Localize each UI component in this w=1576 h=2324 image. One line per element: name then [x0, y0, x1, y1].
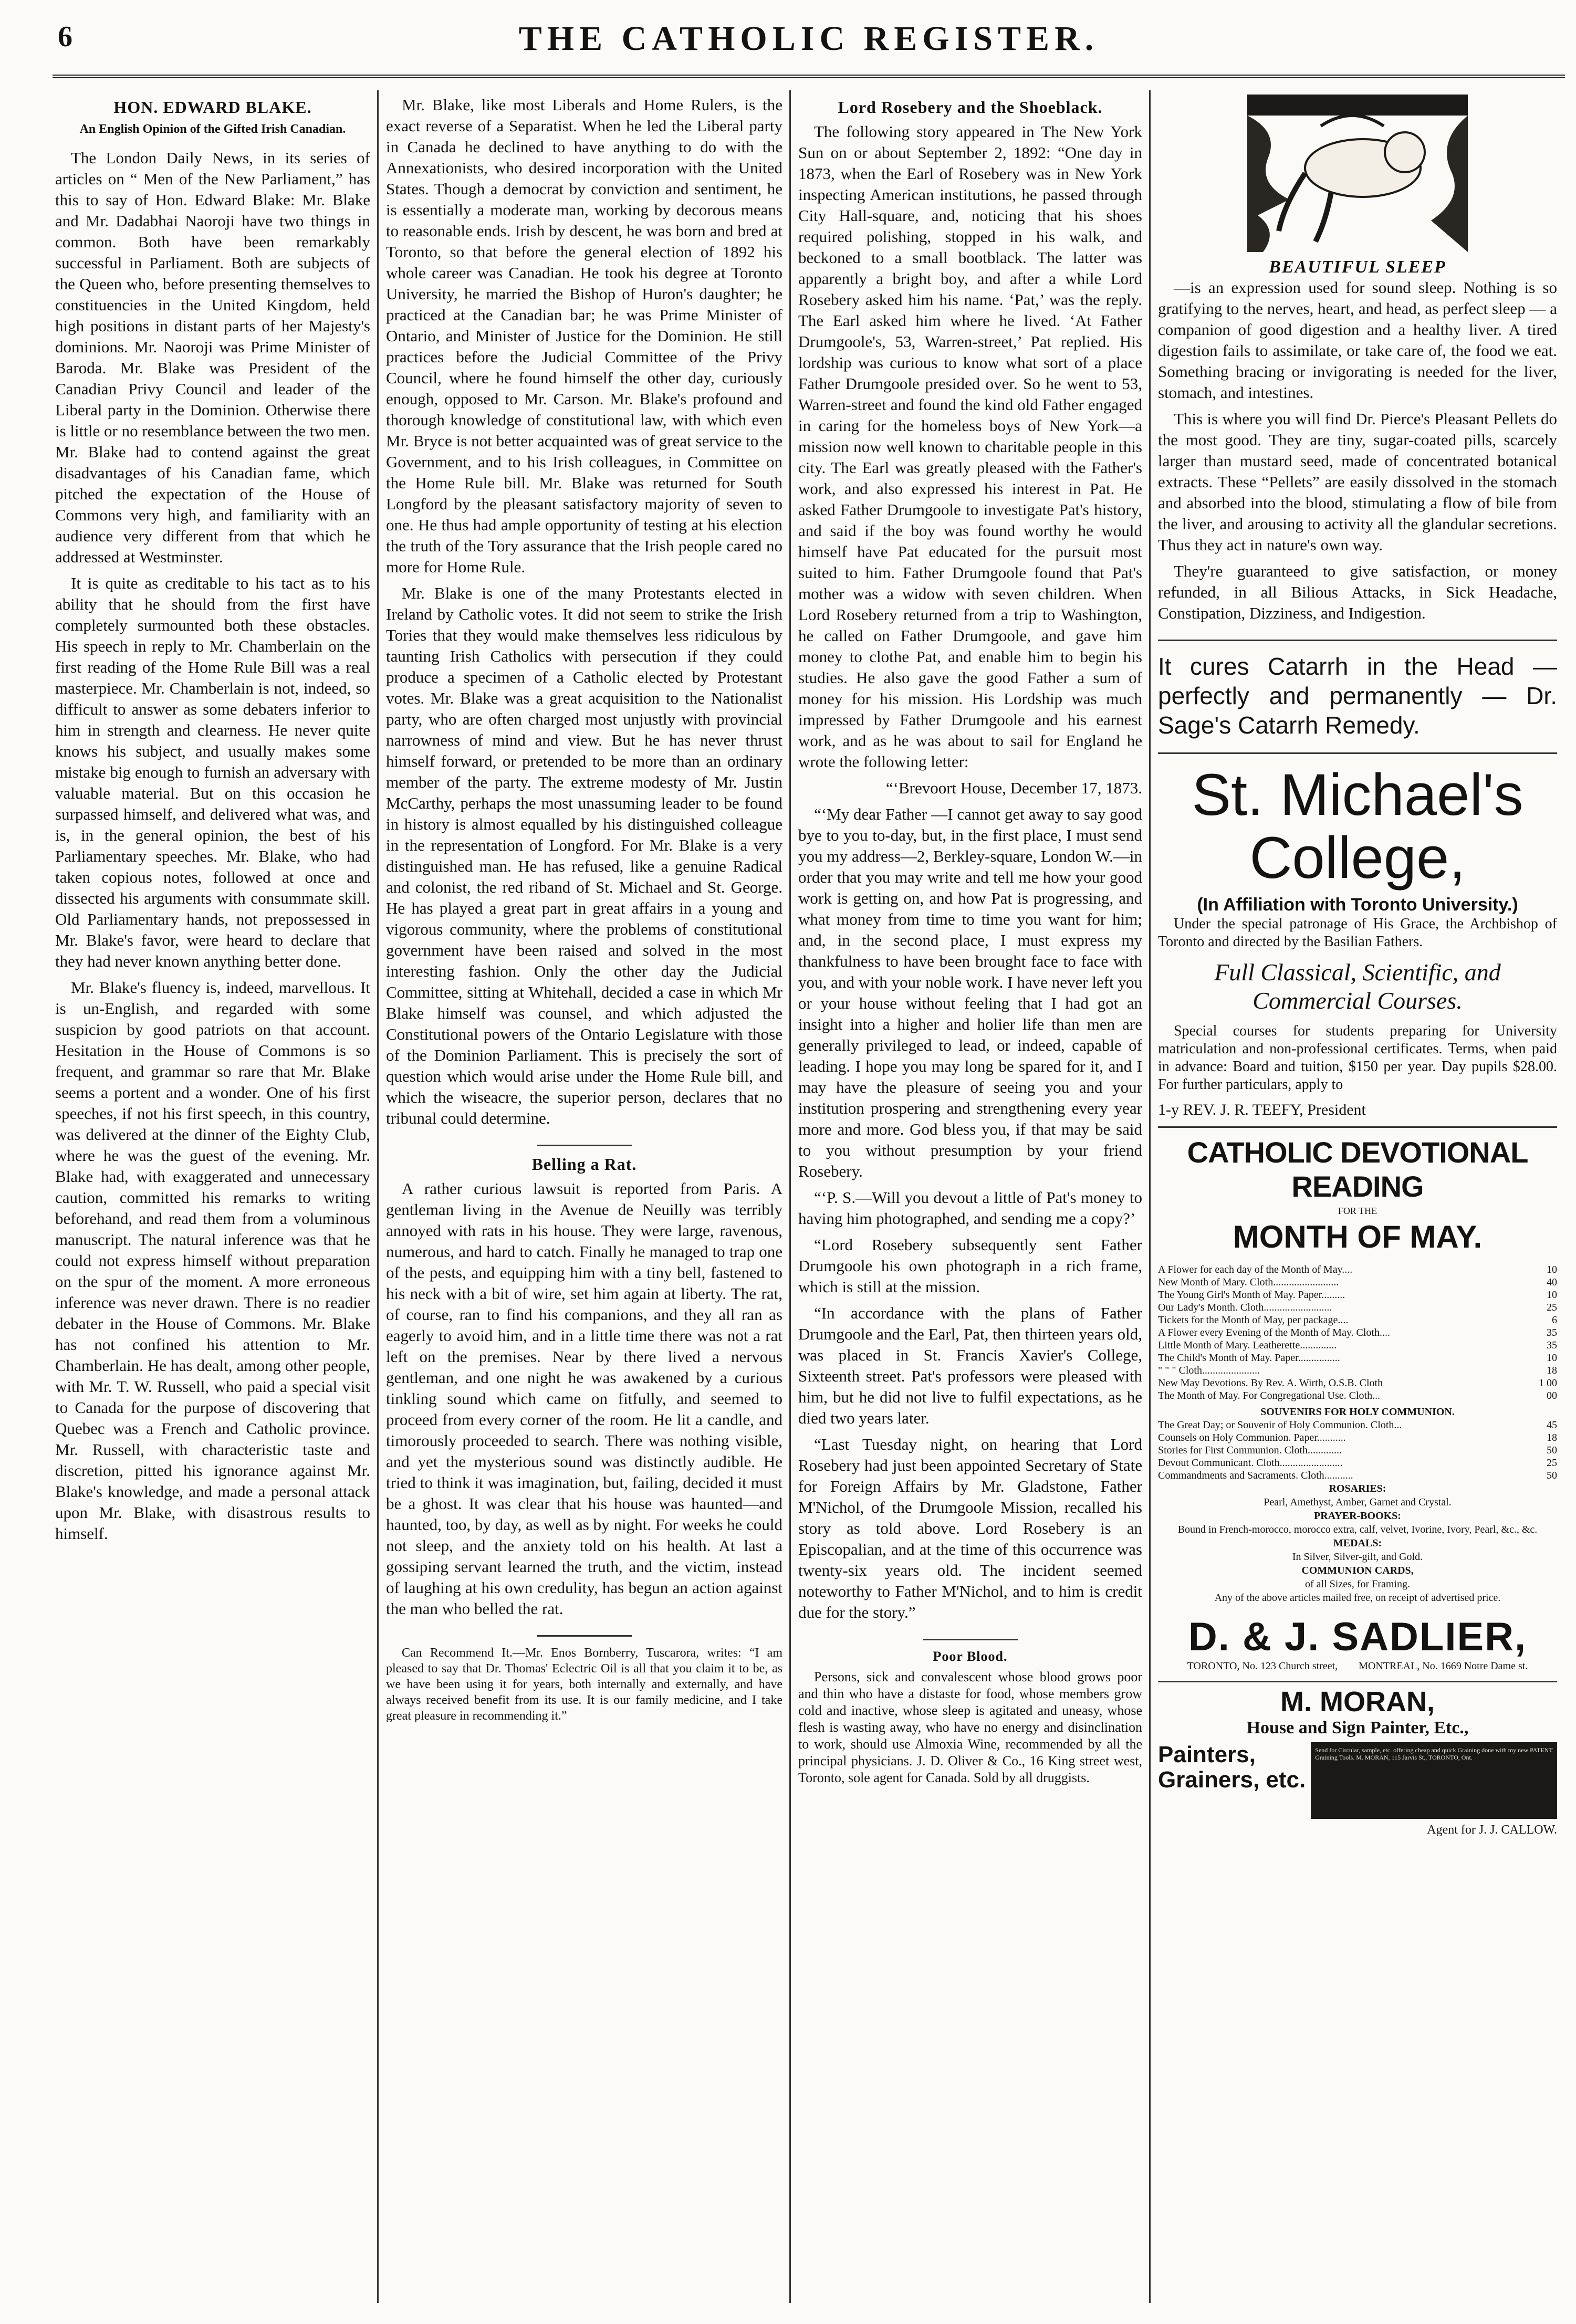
beautiful-sleep-title: BEAUTIFUL SLEEP [1269, 257, 1446, 277]
moran-trade: Grainers, etc. [1158, 1767, 1306, 1793]
price-row [1158, 1326, 1557, 1339]
price-item-value: 10 [1547, 1289, 1557, 1301]
price-item-value: 18 [1547, 1365, 1557, 1376]
price-row [1158, 1301, 1557, 1314]
column-3 [798, 95, 1142, 2292]
column-2 [386, 95, 782, 2292]
price-item-label: The Great Day; or Souvenir of Holy Communion. Cloth... [1158, 1419, 1402, 1431]
devotional-month: MONTH OF MAY. [1233, 1219, 1483, 1254]
price-item-label: New Month of Mary. Cloth......................... [1158, 1276, 1339, 1288]
rat-heading: Belling a Rat. [531, 1155, 637, 1174]
montreal-address: MONTREAL, No. 1669 Notre Dame st. [1359, 1660, 1528, 1672]
column-rule [377, 90, 379, 2303]
blake-paragraph: It is quite as creditable to his tact as to his ability that he should from the first have completely surmounted both these obstacles. His speech in reply to Mr. Chamberlain on the first reading of the Home Rule Bill was a real masterpiece. Mr. Chamberlain is not, indeed, so difficult to answer as some debaters inferior to him in strength and clearness. He never quite knows his subject, and usually makes some mistake big enough to furnish an adversary with valuable material. But on this occasion he surpassed himself, and delivered what was, and is, in the general opinion, the best of his Parliamentary speeches. Mr. Blake, who had taken copious notes, followed at once and dissected his arguments with consummate skill. Old Parliamentary hands, not prepossessed in Mr. Blake's favor, were heard to declare that they had never known anything better done. [55, 574, 370, 970]
price-row [1158, 1457, 1557, 1469]
publisher-addresses [1158, 1660, 1557, 1672]
blake-paragraph: Mr. Blake, like most Liberals and Home Rulers, is the exact reverse of a Separatist. When he led the Liberal party in Canada he declined to have anything to do with the Annexationists, who desired incorporation with the United States. Though a democrat by conviction and sentiment, he is essentially a moderate man, working by decorous means to reasonable ends. Irish by descent, he was born and bred at Toronto, so that before the general election of 1892 his whole career was Canadian. He took his degree at Toronto University, he married the Bishop of Huron's daughter; he practiced at the Canadian bar; he was Prime Minister of Ontario, and Minister of Justice for the Dominion. He still practices before the Judicial Committee of the Privy Council, where he found himself the other day, curiously enough, opposed to Mr. Carson. Mr. Blake's profound and thorough knowledge of constitutional law, with which even Mr. Bryce is not better acquainted was of great service to the Government, and to his Irish colleagues, in Committee on the Home Rule bill. Mr. Blake was returned for South Longford by the pleasant satisfactory majority of seven to one. He thus had ample opportunity of testing at his election the truth of the Tory assurance that the Irish people cared no more for Home Rule. [386, 96, 782, 576]
moran-name: M. MORAN, [1158, 1681, 1557, 1718]
price-item-value: 35 [1547, 1339, 1557, 1351]
rat-paragraph: A rather curious lawsuit is reported from Paris. A gentleman living in the Avenue de Neuilly was terribly annoyed with rats in his house. They were large, ravenous, numerous, and hard to catch. Finally he managed to trap one of the pests, and equipping him with a tiny bell, fastened to his neck with a bit of wire, set him again at liberty. The rat, of course, ran to find his companions, and they all ran as eagerly to avoid him, and in a little time there was not a rat left on the premises. Near by there lived a nervous gentleman, and one night he was awakened by a curious tinkling sound which came on fitfully, and seemed to proceed from every corner of the room. He lit a candle, and timorously proceeded to search. There was nothing visible, and yet the mysterious sound was distinctly audible. He tried to think it was imagination, but, failing, decided it must be a ghost. It was clear that his house was haunted—and haunted, too, by day, as well as by night. For weeks he could not sleep, and the anxiety told on his health. At last a gossiping servant learned the truth, and the victim, instead of laughing at his own credulity, has begun an action against the man who belled the rat. [386, 1179, 782, 1618]
price-item-value: 35 [1547, 1327, 1557, 1338]
sleeping-cherub-illustration [1247, 95, 1468, 252]
masthead-rule [53, 75, 1565, 78]
price-row [1158, 1339, 1557, 1352]
price-item-value: 6 [1552, 1314, 1557, 1326]
section-divider [923, 1639, 1018, 1640]
column-rule [789, 90, 791, 2303]
price-item-value: 45 [1547, 1419, 1557, 1431]
price-item-label: Tickets for the Month of May, per package.... [1158, 1314, 1349, 1326]
price-row [1158, 1364, 1557, 1377]
masthead [53, 20, 1565, 67]
blake-paragraph: Mr. Blake is one of the many Protestants elected in Ireland by Catholic votes. It did not seem to strike the Irish Tories that they would make themselves less ridiculous by taunting Irish Catholics with persecution if they could produce a specimen of a Catholic elected by Protestant votes. Mr. Blake was a great acquisition to the Nationalist party, who are often charged most unjustly with provincial narrowness of mind and view. But he has never thrust himself forward, or pretended to be more than an ordinary member of the party. The extreme modesty of Mr. Justin McCarthy, perhaps the most unassuming leader to be found in history is almost equalled by his distinguished colleague in the representation of Longford. For Mr. Blake is a very distinguished man. He has refused, like a genuine Radical and colonist, the red riband of St. Michael and St. George. He has played a great part in great affairs in a young and vigorous community, where the problems of constitutional government have been raised and solved in the most interesting fashion. Only the other day the Judicial Committee, sitting at Whitehall, decided a case in which Mr Blake himself was counsel, and which adjusted the Constitutional powers of the Ontario Legislature with those of the Dominion Parliament. This is precisely the sort of question which would arise under the Home Rule bill, and which the wiseacre, the superior person, declares that no tribunal could determine. [386, 584, 782, 1127]
price-item-value: 50 [1547, 1470, 1557, 1481]
price-item-value: 1 00 [1539, 1377, 1557, 1389]
price-item-value: 25 [1547, 1302, 1557, 1313]
price-row [1158, 1289, 1557, 1301]
college-courses: Full Classical, Scientific, and Commercial Courses. [1214, 959, 1501, 1014]
may-price-list [1158, 1263, 1557, 1402]
price-item-label: Commandments and Sacraments. Cloth........... [1158, 1470, 1353, 1481]
price-item-value: 50 [1547, 1444, 1557, 1456]
newspaper-title: THE CATHOLIC REGISTER. [518, 19, 1099, 58]
pierce-paragraph: —is an expression used for sound sleep. Nothing is so gratifying to the nerves, heart, and head, as perfect sleep — a companion of good digestion and a healthy liver. A tired digestion fails to assimilate, or take care of, the food we eat. Something bracing or invigorating is needed for the liver, stomach, and intestines. [1158, 278, 1557, 402]
pierce-advertisement [1158, 95, 1557, 641]
price-row [1158, 1314, 1557, 1326]
price-row [1158, 1389, 1557, 1402]
eclectric-oil-notice: Can Recommend It.—Mr. Enos Bornberry, Tuscarora, writes: “I am pleased to say that Dr. Thomas' Eclectric Oil is all that you claim it to be, as we have been using it for years, both internally and externally, and have always received benefit from its use. It is our family medicine, and I take great pleasure in recommending it.” [386, 1646, 782, 1723]
rosebery-letter: “‘My dear Father —I cannot get away to say good bye to you to-day, but, in the first place, I must send you my address—2, Berkley-square, London W.—in order that you may write and tell me how your good work is getting on, and how Pat is progressing, and what money from time to time you want for him; and, in the second place, I must express my thankfulness to have been brought face to face with you, and with your noble work. I have never left you or your house without feeling that I had got an insight into a higher and holier life than men are generally privileged to lead, or indeed, capable of leading. I hope you may long be spared for it, and I may have the pleasure of seeing you and your institution prospering and strengthening every year more and more. God bless you, if that may be said to you without presumption by your friend Rosebery. [798, 805, 1142, 1180]
price-item-value: 25 [1547, 1457, 1557, 1469]
devotional-advertisement [1158, 1126, 1557, 1672]
pierce-paragraph: They're guaranteed to give satisfaction, or money refunded, in all Bilious Attacks, in Sick Headache, Constipation, Dizziness, and Indigestion. [1158, 562, 1557, 622]
section-divider [537, 1635, 632, 1637]
price-item-value: 00 [1547, 1390, 1557, 1401]
mail-note: Any of the above articles mailed free, on receipt of advertised price. [1214, 1592, 1501, 1604]
moran-body [1158, 1742, 1557, 1819]
toronto-address: TORONTO, No. 123 Church street, [1187, 1660, 1338, 1672]
price-item-value: 18 [1547, 1432, 1557, 1443]
moran-tagline: House and Sign Painter, Etc., [1246, 1718, 1469, 1737]
price-item-label: A Flower for each day of the Month of May.... [1158, 1264, 1353, 1275]
page-number: 6 [58, 20, 72, 53]
rosebery-paragraph: “Lord Rosebery subsequently sent Father Drumgoole his own photograph in a rich frame, which is still at the mission. [798, 1236, 1142, 1296]
price-row [1158, 1263, 1557, 1276]
price-item-label: The Child's Month of May. Paper................ [1158, 1352, 1340, 1364]
column-4 [1158, 95, 1557, 2292]
college-affiliation: (In Affiliation with Toronto University.) [1197, 895, 1518, 915]
price-row [1158, 1469, 1557, 1482]
prayer-books-heading: PRAYER-BOOKS: [1314, 1510, 1401, 1522]
pierce-paragraph: This is where you will find Dr. Pierce's Pleasant Pellets do the most good. They are tiny, sugar-coated pills, scarcely larger than mustard seed, made of concentrated botanical extracts. These “Pellets” are easily dissolved in the stomach and absorbed into the blood, stimulating a flow of bile from the liver, and arousing to activity all the glandular secretions. Thus they act in nature's own way. [1158, 410, 1557, 554]
price-item-label: New May Devotions. By Rev. A. Wirth, O.S.B. Cloth [1158, 1377, 1383, 1389]
prayer-books-text: Bound in French-morocco, morocco extra, calf, velvet, Ivorine, Ivory, Pearl, &c., &c. [1177, 1524, 1538, 1535]
price-row [1158, 1419, 1557, 1431]
blake-paragraph: The London Daily News, in its series of articles on “ Men of the New Parliament,” has this to say of Hon. Edward Blake: Mr. Blake and Mr. Dadabhai Naoroji have two things in common. Both have been remarkably successful in Parliament. Both are subjects of the Queen who, before presenting themselves to constituencies in the United Kingdom, held high positions in distant parts of her Majesty's dominions. Mr. Naoroji was Prime Minister of Baroda. Mr. Blake was President of the Canadian Privy Council and leader of the Liberal party in the Dominion. Otherwise there is little or no resemblance between the two men. Mr. Blake had to contend against the great disadvantages of his Canadian fame, which pitched the expectation of the House of Commons very high, and familiarity with an audience very different from that which he addressed at Westminster. [55, 149, 370, 566]
price-item-label: Stories for First Communion. Cloth............. [1158, 1444, 1342, 1456]
catarrh-advertisement: It cures Catarrh in the Head — perfectly and permanently — Dr. Sage's Catarrh Remedy. [1158, 653, 1557, 739]
devotional-for-the: FOR THE [1338, 1206, 1377, 1216]
medals-heading: MEDALS: [1333, 1537, 1382, 1549]
college-signature: 1-y REV. J. R. TEEFY, President [1158, 1101, 1366, 1118]
rosebery-paragraph: “In accordance with the plans of Father Drumgoole and the Earl, Pat, then thirteen years old, was placed in St. Francis Xavier's College, Sixteenth street. Pat's professors were pleased with him, but he did not live to fulfil expectations, as he died two years later. [798, 1304, 1142, 1427]
moran-agent: Agent for J. J. CALLOW. [1427, 1823, 1557, 1837]
moran-graining-block: Send for Circular, sample, etc. offering cheap and quick Graining done with my new PATENT Graining Tools. M. MORAN, 115 Jarvis St., TORONTO, Ont. [1311, 1742, 1557, 1819]
college-advertisement [1158, 752, 1557, 1119]
publisher-name: D. & J. SADLIER, [1188, 1615, 1527, 1659]
rosebery-paragraph: “Last Tuesday night, on hearing that Lord Rosebery had just been appointed Secretary of State for Foreign Affairs by Mr. Gladstone, Father M'Nichol, of the Drumgoole Mission, recalled his story as told above. Lord Rosebery is an Episcopalian, and at the time of this occurrence was twenty-six years old. The incident seemed noteworthy to Father M'Nichol, and to him is credit due for the story.” [798, 1435, 1142, 1621]
rosebery-postscript: “‘P. S.—Will you devout a little of Pat's money to having him photographed, and sending me a copy?’ [798, 1188, 1142, 1228]
rosaries-text: Pearl, Amethyst, Amber, Garnet and Crystal. [1264, 1496, 1452, 1508]
column-rule [1149, 90, 1151, 2303]
college-name: St. Michael's College, [1192, 762, 1523, 891]
moran-advertisement [1158, 1681, 1557, 1837]
price-item-label: The Month of May. For Congregational Use. Cloth... [1158, 1390, 1381, 1401]
college-patronage: Under the special patronage of His Grace, the Archbishop of Toronto and directed by the Basilian Fathers. [1158, 916, 1557, 950]
communion-cards-text: of all Sizes, for Framing. [1305, 1578, 1410, 1590]
price-item-label: Our Lady's Month. Cloth.......................... [1158, 1302, 1332, 1313]
communion-cards-heading: COMMUNION CARDS, [1301, 1565, 1414, 1576]
price-item-value: 10 [1547, 1352, 1557, 1364]
price-item-label: Counsels on Holy Communion. Paper........... [1158, 1432, 1346, 1443]
section-divider [537, 1145, 632, 1146]
poor-blood-text: Persons, sick and convalescent whose blood grows poor and thin who have a distaste for food, whose members grow cold and inactive, whose sleep is agitated and uneasy, whose flesh is wasting away, who have no energy and disinclination to work, should use Almoxia Wine, recommended by all the principal physicians. J. D. Oliver & Co., 16 King street west, Toronto, sole agent for Canada. Sold by all druggists. [798, 1669, 1142, 1785]
rosebery-paragraph: The following story appeared in The New York Sun on or about September 2, 1892: “One day in 1873, when the Earl of Rosebery was in New York inspecting American institutions, he passed through City Hall-square, and, noticing that his shoes required polishing, stopped in his walk, and beckoned to a small bootblack. The latter was apparently a bright boy, and after a while Lord Rosebery asked him his name. ‘Pat,’ was the reply. The Earl asked him where he lived. ‘At Father Drumgoole's, 53, Warren-street,’ Pat replied. His lordship was curious to know what sort of a place Father Drumgoole presided over. So he went to 53, Warren-street and found the kind old Father engaged in caring for the homeless boys of New York—a mission now well known to charitable people in this city. The Earl was greatly pleased with the Father's work, and also expressed his interest in Pat. He asked Father Drumgoole to investigate Pat's history, and said if the boy was found worthy he would himself have Pat educated for the pursuit most suited to him. Father Drumgoole found that Pat's mother was a widow with seven children. When Lord Rosebery returned from a trip to Washington, he called on Father Drumgoole, and gave him money to clothe Pat, and enable him to begin his studies. He also gave the good Father a sum of money for his mission. His Lordship was much impressed by Father Drumgoole and his earnest work, and as he was about to sail for England he wrote the following letter: [798, 122, 1142, 771]
moran-trade: Painters, [1158, 1742, 1256, 1767]
price-row [1158, 1352, 1557, 1364]
blake-heading: HON. EDWARD BLAKE. [113, 98, 312, 117]
column-1 [55, 95, 370, 2292]
souvenirs-heading: SOUVENIRS FOR HOLY COMMUNION. [1260, 1406, 1455, 1418]
college-details: Special courses for students preparing for University matriculation and non-professional certificates. Terms, when paid in advance: Board and tuition, $150 per year. Day pupils $28.00. For further particulars, apply to [1158, 1023, 1557, 1093]
moran-trades [1158, 1742, 1306, 1793]
rosaries-heading: ROSARIES: [1329, 1483, 1386, 1494]
price-item-label: " " " Cloth...................... [1158, 1365, 1260, 1376]
price-row [1158, 1431, 1557, 1444]
souvenir-price-list [1158, 1419, 1557, 1482]
price-item-label: A Flower every Evening of the Month of May. Cloth.... [1158, 1327, 1390, 1338]
poor-blood-heading: Poor Blood. [933, 1649, 1008, 1664]
rosebery-heading: Lord Rosebery and the Shoeblack. [838, 98, 1103, 117]
price-item-label: The Young Girl's Month of May. Paper......... [1158, 1289, 1345, 1301]
blake-subheading: An English Opinion of the Gifted Irish Canadian. [79, 122, 346, 136]
price-item-label: Little Month of Mary. Leatherette.............. [1158, 1339, 1337, 1351]
letter-address: “‘Brevoort House, December 17, 1873. [885, 779, 1142, 797]
price-row [1158, 1377, 1557, 1389]
medals-text: In Silver, Silver-gilt, and Gold. [1292, 1551, 1423, 1563]
blake-paragraph: Mr. Blake's fluency is, indeed, marvellous. It is un-English, and regarded with some suspicion by good patriots on that account. Hesitation in the House of Commons is so frequent, and grammar so rare that Mr. Blake seems a portent and a wonder. One of his first speeches, if not his first speech, in this country, was delivered at the dinner of the Eighty Club, where he was the guest of the evening. Mr. Blake had, with exaggerated and unnecessary caution, committed his remarks to writing beforehand, and read them from a voluminous manuscript. The natural inference was that he could not express himself without preparation on the spur of the moment. A more erroneous inference was never drawn. There is no readier debater in the House of Commons. Mr. Blake has not confined his attention to Mr. Chamberlain. He has dealt, among other people, with Mr. T. W. Russell, who paid a special visit to Canada for the purpose of discovering that Quebec was a French and Catholic province. Mr. Russell, with characteristic taste and discretion, pitted his ignorance against Mr. Blake's knowledge, and made a personal attack upon Mr. Blake, with disastrous results to himself. [55, 978, 370, 1543]
price-item-value: 10 [1547, 1264, 1557, 1275]
price-item-value: 40 [1547, 1276, 1557, 1288]
price-item-label: Devout Communicant. Cloth........................ [1158, 1457, 1343, 1469]
price-row [1158, 1276, 1557, 1289]
price-row [1158, 1444, 1557, 1457]
devotional-title: CATHOLIC DEVOTIONAL READING [1158, 1126, 1557, 1203]
